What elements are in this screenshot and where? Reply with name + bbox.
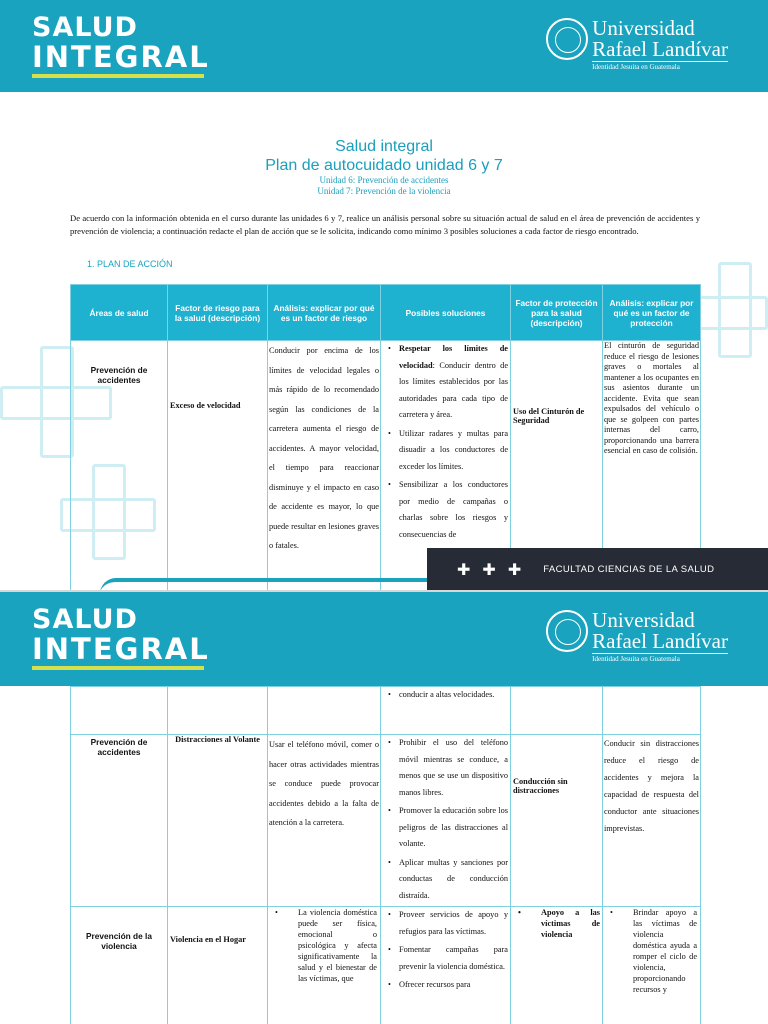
risk-factor-cell: Distracciones al Volante (168, 735, 268, 907)
solution-item-continued: • conducir a altas velocidades. (381, 687, 508, 704)
table-row (71, 687, 701, 735)
protection-analysis-cell: Conducir sin distracciones reduce el riesgo de accidentes y mejora la capacidad de respuesta del conductor ante situaciones imprevistas. (603, 735, 701, 907)
faculty-name: FACULTAD CIENCIAS DE LA SALUD (543, 563, 715, 575)
brand-line-1: SALUD (32, 604, 138, 635)
solutions-cell (381, 907, 511, 1024)
solution-item: • Sensibilizar a los conductores por medio de campañas o charlas sobre los riesgos y consecuencias de (381, 477, 508, 543)
protection-factor-cell: Conducción sin distracciones (511, 735, 603, 907)
column-header-area: Áreas de salud (71, 285, 168, 341)
protection-factor-cell: • Apoyo a las víctimas de violencia (511, 907, 603, 1024)
faculty-footer-banner (427, 548, 768, 590)
university-logo (546, 18, 728, 71)
university-tagline: Identidad Jesuita en Guatemala (592, 61, 728, 71)
intro-paragraph: De acuerdo con la información obtenida en el curso durante las unidades 6 y 7, realice un análisis personal sobre su situación actual de salud en el área de prevención de accidentes y prevención de violencia; a continuación redacte el plan de acción que se le solicita, indicando como mínimo 3 posibles soluciones a cada factor de riesgo encontrado. (70, 213, 700, 236)
university-seal-icon (546, 610, 588, 652)
salud-integral-logo (32, 606, 210, 670)
column-header-solutions: Posibles soluciones (381, 285, 511, 341)
university-name-line-2: Rafael Landívar (592, 629, 728, 653)
brand-underline (32, 74, 204, 78)
brand-line-2: INTEGRAL (32, 632, 210, 666)
page-header (0, 0, 768, 92)
area-cell: Prevención de la violencia (71, 907, 168, 1024)
column-header-risk-analysis: Análisis: explicar por qué es un factor de riesgo (268, 285, 381, 341)
risk-analysis-cell: Usar el teléfono móvil, comer o hacer otras actividades mientras se conduce puede provocar accidentes debido a la falta de atención a la carretera. (268, 735, 381, 907)
plus-icon: ✚ (507, 559, 522, 579)
risk-factor-cell: Violencia en el Hogar (168, 907, 268, 1024)
table-row (71, 907, 701, 1024)
university-name-line-2: Rafael Landívar (592, 37, 728, 61)
document-title: Salud integral (335, 138, 433, 155)
risk-analysis-cell: • La violencia doméstica puede ser física, emocional o psicológica y afecta significativamente la salud y el bienestar de las víctimas, que (268, 907, 381, 1024)
salud-integral-logo (32, 14, 210, 78)
column-header-protection-analysis: Análisis: explicar por qué es un factor de protección (603, 285, 701, 341)
brand-line-2: INTEGRAL (32, 40, 210, 74)
risk-factor-cell: Exceso de velocidad (168, 341, 268, 591)
risk-analysis-cell: Conducir por encima de los límites de velocidad legales o más rápido de lo recomendado según las condiciones de la carretera aumenta el riesgo de accidentes. A mayor velocidad, el tiempo para reaccionar disminuye y el impacto en caso de accidente es mayor, lo que puede resultar en lesiones graves o fatales. (268, 341, 381, 591)
university-name-line-1: Universidad (592, 608, 695, 632)
solution-item: • Aplicar multas y sanciones por conductas de conducción distraída. (381, 855, 508, 905)
solution-item: • Proveer servicios de apoyo y refugios para las víctimas. (381, 907, 508, 940)
solution-item: • Prohibir el uso del teléfono móvil mientras se conduce, a menos que se use un dispositivo manos libres. (381, 735, 508, 801)
protection-factor-cell: Uso del Cinturón de Seguridad (511, 341, 603, 591)
table-row (71, 735, 701, 907)
solutions-cell (381, 735, 511, 907)
solution-item: • Ofrecer recursos para (381, 977, 508, 994)
solution-item: • Fomentar campañas para prevenir la violencia doméstica. (381, 942, 508, 975)
decorative-cross-icon (40, 346, 74, 458)
university-tagline: Identidad Jesuita en Guatemala (592, 653, 728, 663)
university-seal-icon (546, 18, 588, 60)
brand-line-1: SALUD (32, 12, 138, 43)
column-header-risk-factor: Factor de riesgo para la salud (descripción) (168, 285, 268, 341)
protection-analysis-cell: El cinturón de seguridad reduce el riesgo de lesiones graves o mortales al mantener a los ocupantes en sus asientos durante un accidente. Evita que sean expulsados del vehículo o que se golpeen con partes internas del carro, proporcionando una barrera esencial en caso de colisión. (603, 341, 701, 591)
university-logo (546, 610, 728, 663)
plus-icon: ✚ (482, 559, 496, 579)
document-subtitle: Plan de autocuidado unidad 6 y 7 (265, 157, 503, 174)
brand-underline (32, 666, 204, 670)
solution-item: • Utilizar radares y multas para disuadir a los conductores de exceder los límites. (381, 426, 508, 476)
action-plan-table-continued (70, 686, 701, 1024)
table-header-row (71, 285, 701, 341)
plus-icon: ✚ (457, 559, 471, 579)
solution-item: • Promover la educación sobre los peligros de las distracciones al volante. (381, 803, 508, 853)
column-header-protection-factor: Factor de protección para la salud (descripción) (511, 285, 603, 341)
footer-curve (100, 578, 440, 590)
solutions-cell (381, 687, 511, 735)
unit-7-label: Unidad 7: Prevención de la violencia (317, 186, 451, 196)
action-plan-table (70, 284, 701, 590)
university-name-line-1: Universidad (592, 16, 695, 40)
area-cell: Prevención de accidentes (71, 341, 168, 591)
page-header (0, 592, 768, 686)
area-cell: Prevención de accidentes (71, 735, 168, 907)
section-heading: 1. PLAN DE ACCIÓN (87, 259, 173, 269)
document-title-block (0, 138, 768, 197)
unit-6-label: Unidad 6: Prevención de accidentes (319, 175, 449, 185)
protection-analysis-cell: • Brindar apoyo a las víctimas de violencia doméstica ayuda a romper el ciclo de violencia, proporcionando recursos y (603, 907, 701, 1024)
solution-item: • Respetar los límites de velocidad: Conducir dentro de los límites establecidos por las autoridades para cada tipo de carretera y área. (381, 341, 508, 424)
decorative-cross-icon (718, 262, 752, 358)
